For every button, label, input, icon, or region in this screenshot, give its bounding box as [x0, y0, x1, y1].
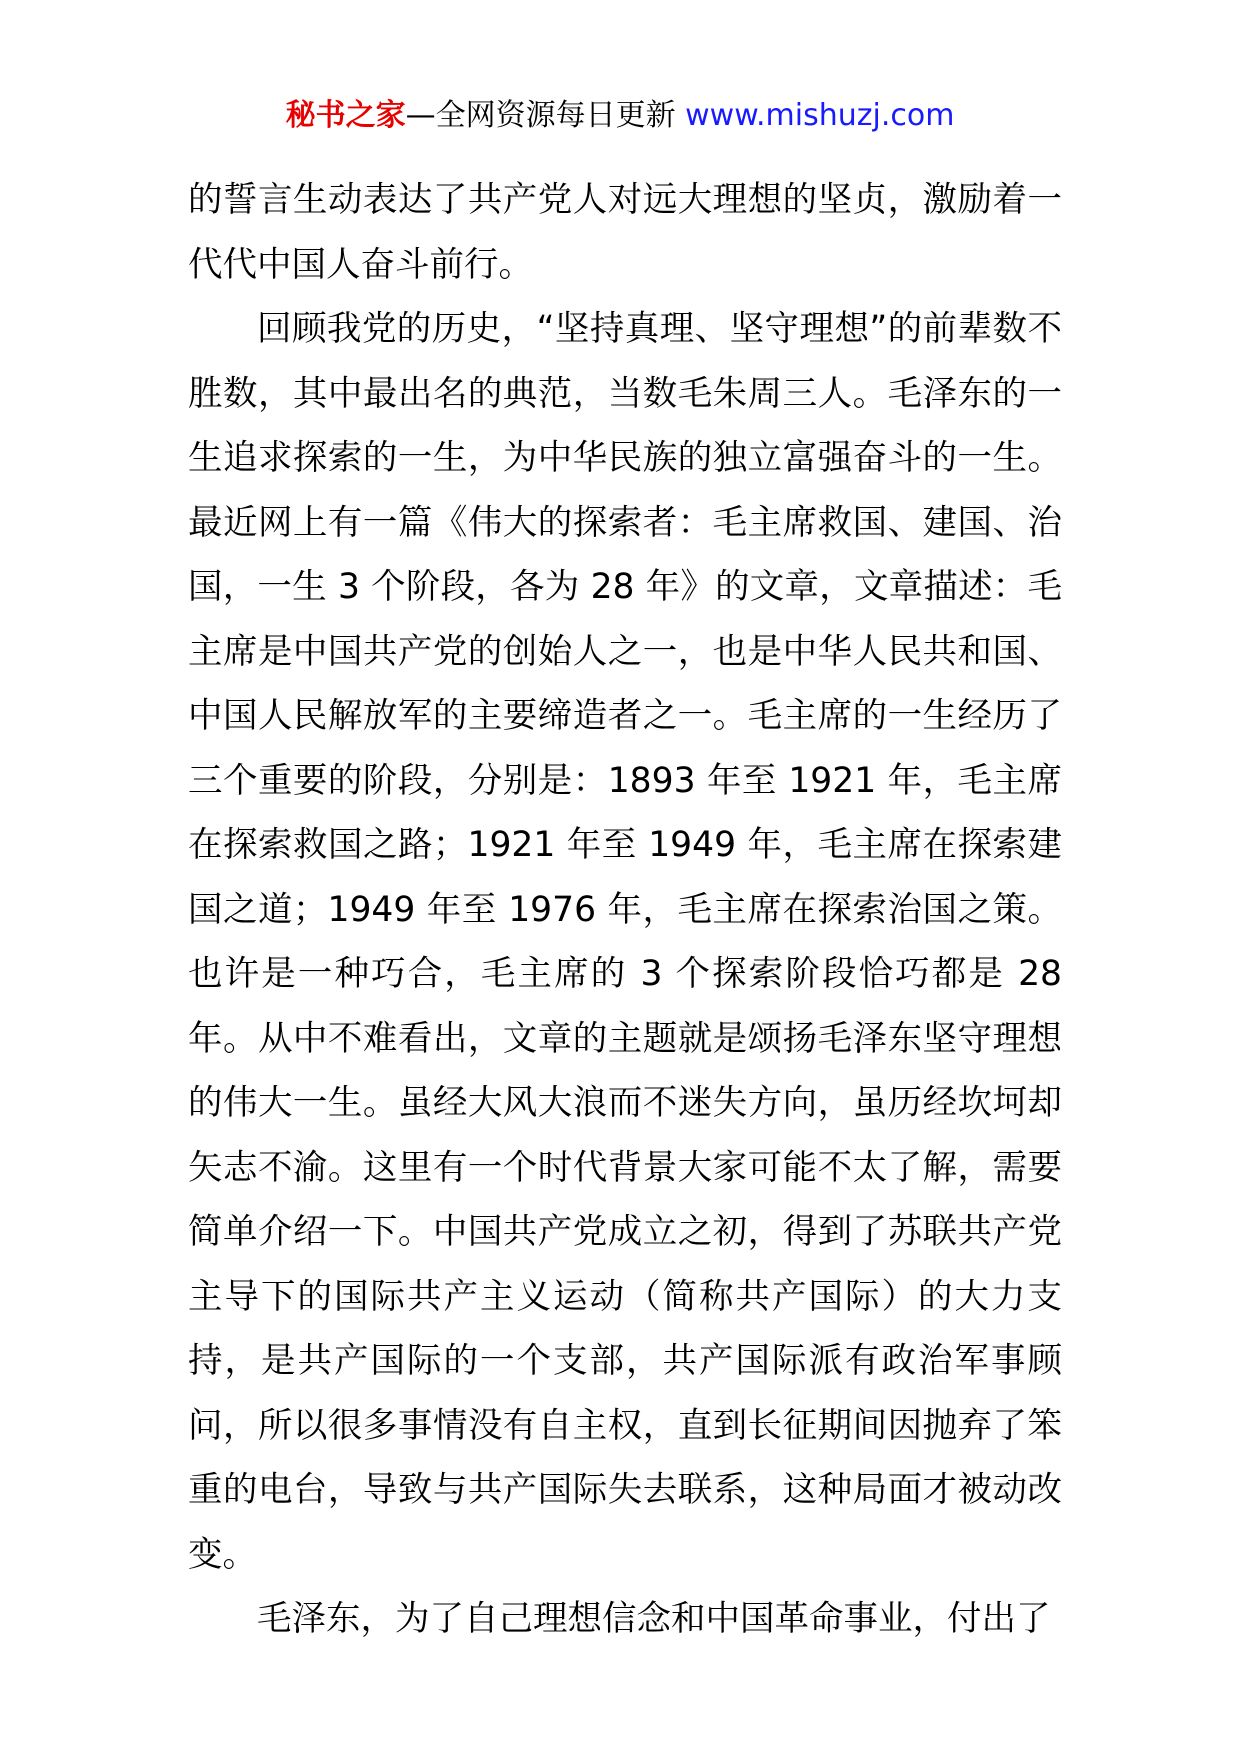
- site-url-link[interactable]: www.mishuzj.com: [685, 98, 955, 133]
- document-body: [188, 168, 1062, 1652]
- paragraph-3: 毛泽东，为了自己理想信念和中国革命事业，付出了: [257, 1599, 1051, 1639]
- site-tagline: —全网资源每日更新: [405, 98, 686, 133]
- page-header: [0, 94, 1240, 138]
- paragraph-1: 的誓言生动表达了共产党人对远大理想的坚贞，激励着一代代中国人奋斗前行。: [188, 180, 1062, 285]
- paragraph-2: 回顾我党的历史，“坚持真理、坚守理想”的前辈数不胜数，其中最出名的典范，当数毛朱周三人。毛泽东的一生追求探索的一生，为中华民族的独立富强奋斗的一生。最近网上有一篇《伟大的探索者：毛主席救国、建国、治国，一生 3 个阶段，各为 28 年》的文章，文章描述：毛主席是中国共产党的创始人之一，也是中华人民共和国、中国人民解放军的主要缔造者之一。毛主席的一生经历了三个重要的阶段，分别是：1893 年至 1921 年，毛主席在探索救国之路；1921 年至 1949 年，毛主席在探索建国之道；1949 年至 1976 年，毛主席在探索治国之策。也许是一种巧合，毛主席的 3 个探索阶段恰巧都是 28 年。从中不难看出，文章的主题就是颂扬毛泽东坚守理想的伟大一生。虽经大风大浪而不迷失方向，虽历经坎坷却矢志不渝。这里有一个时代背景大家可能不太了解，需要简单介绍一下。中国共产党成立之初，得到了苏联共产党主导下的国际共产主义运动（简称共产国际）的大力支持，是共产国际的一个支部，共产国际派有政治军事顾问，所以很多事情没有自主权，直到长征期间因抛弃了笨重的电台，导致与共产国际失去联系，这种局面才被动改变。: [188, 309, 1062, 1575]
- site-brand: 秘书之家: [285, 98, 406, 133]
